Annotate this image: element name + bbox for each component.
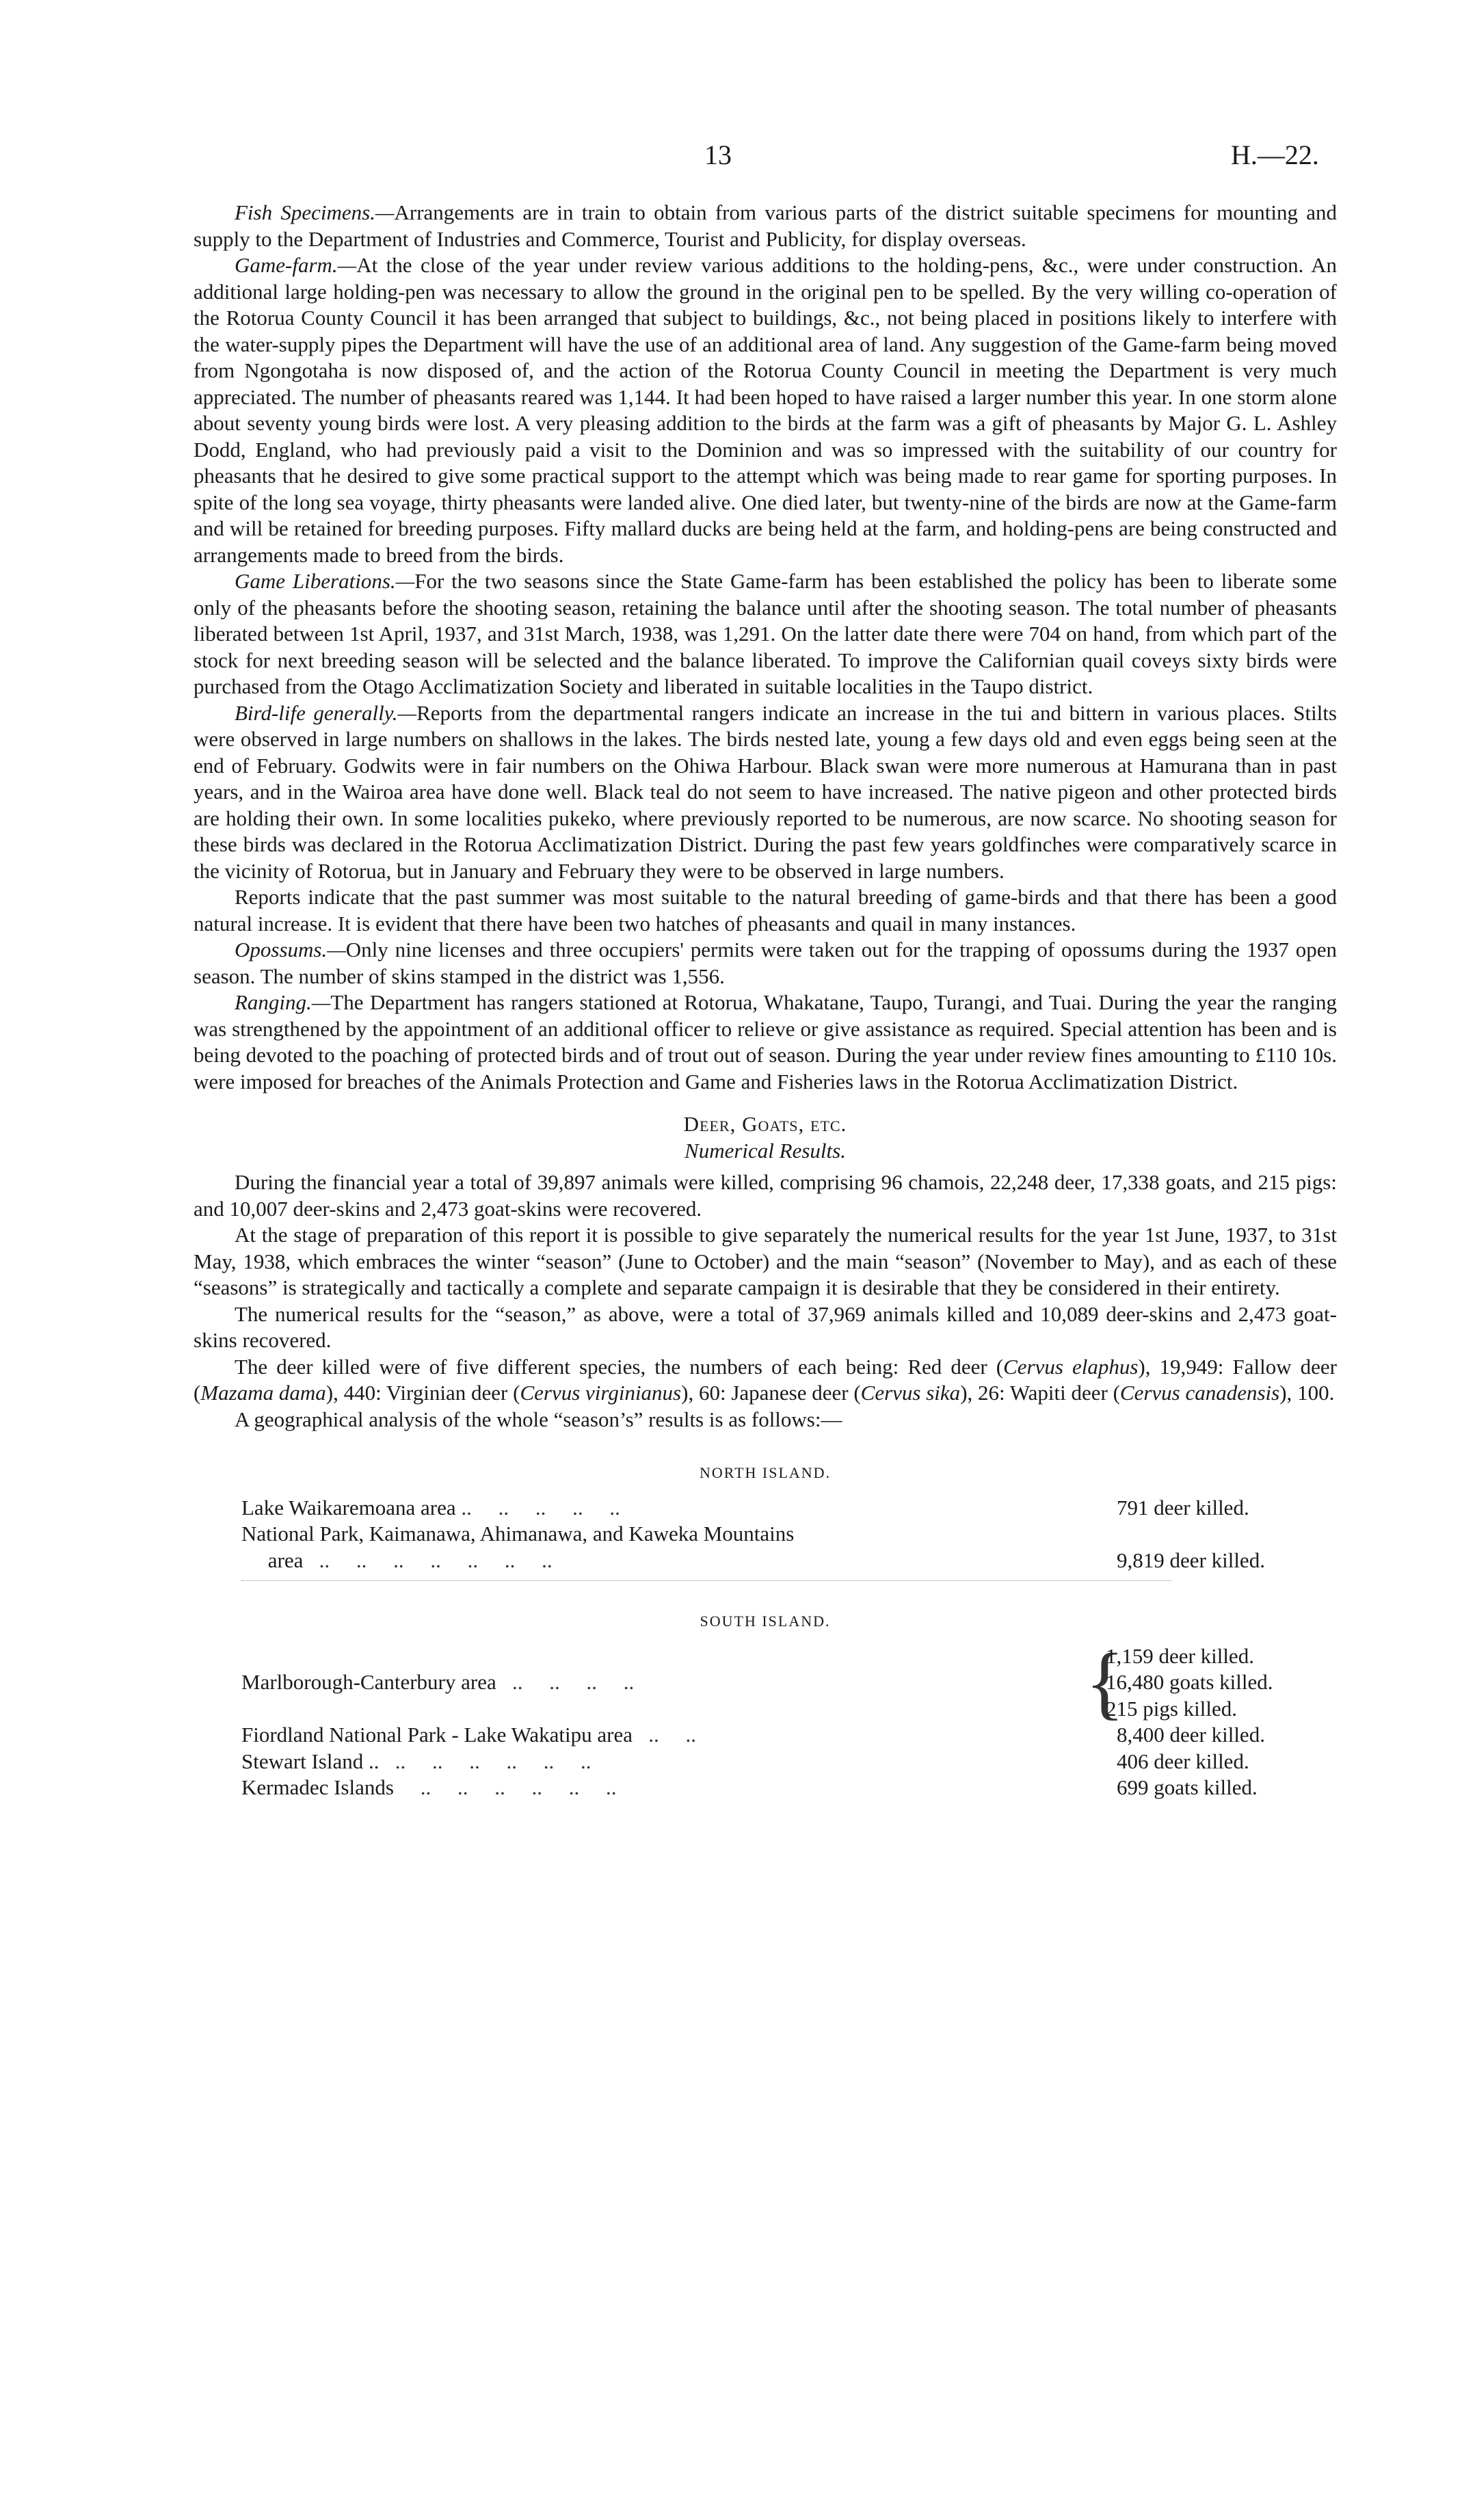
table-row: Kermadec Islands .. .. .. .. .. .. 699 goats killed. xyxy=(194,1775,1337,1801)
paragraph-analysis-intro: A geographical analysis of the whole “season’s” results is as follows:— xyxy=(235,1407,842,1431)
table-row: area .. .. .. .. .. .. .. 9,819 deer killed. xyxy=(194,1548,1337,1574)
section-subtitle: Numerical Results. xyxy=(685,1138,846,1163)
location: Lake Waikaremoana area xyxy=(241,1495,456,1520)
table-row: Lake Waikaremoana area .. .. .. .. .. 791 deer killed. xyxy=(194,1495,1337,1522)
result: 215 pigs killed. xyxy=(1106,1696,1238,1721)
brace-symbol: { xyxy=(1085,1636,1125,1728)
result: 791 deer killed. xyxy=(1117,1495,1249,1520)
result: 1,159 deer killed. xyxy=(1106,1643,1254,1668)
paragraph-text: Reports from the departmental rangers indicate an increase in the tui and bittern in various places. Stilts were observed in large numbers on shallows in the lakes. The birds nested late, young a few days old and even eggs being seen at the end of February. Godwits were in fair numbers on the Ohiwa Harbour. Black swan were more numerous at Hamurana than in past years, and in the Wairoa area have done well. Black teal do not seem to have increased. The native pigeon and other protected birds are holding their own. In some localities pukeko, where previously reported to be numerous, are now scarce. No shooting season for these birds was declared in the Rotorua Acclimatization District. During the past few years goldfinches were comparatively scarce in the vicinity of Rotorua, but in January and February they were to be observed in large numbers. xyxy=(194,700,1338,883)
species-item: Wapiti deer (Cervus canadensis), 100. xyxy=(1009,1381,1335,1405)
paragraph-deer-species xyxy=(194,1354,1337,1407)
table-row: Marlborough-Canterbury area .. .. .. .. { 1,159 deer killed. 16,480 goats killed. 215 pigs killed. xyxy=(241,1636,1273,1728)
location-continued: area xyxy=(267,1548,304,1572)
document-code: H.—22. xyxy=(1231,140,1319,170)
heading: Game-farm.— xyxy=(235,253,357,277)
paragraph-bird-life xyxy=(194,700,1337,885)
paragraph-text: Only nine licenses and three occupiers' permits were taken out for the trapping of opossums during the 1937 open season. The number of skins stamped in the district was 1,556. xyxy=(194,938,1337,988)
result: 699 goats killed. xyxy=(1117,1775,1258,1799)
location: Stewart Island .. xyxy=(241,1749,380,1773)
result: 9,819 deer killed. xyxy=(1117,1548,1265,1572)
section-title: Deer, Goats, etc. xyxy=(683,1112,847,1136)
location: Fiordland National Park - Lake Wakatipu area xyxy=(241,1723,633,1747)
heading: Game Liberations.— xyxy=(235,569,415,593)
paragraph-game-farm xyxy=(194,252,1337,568)
result: 8,400 deer killed. xyxy=(1117,1723,1265,1747)
location: Marlborough-Canterbury area xyxy=(241,1670,496,1694)
heading: Bird-life generally.— xyxy=(235,700,417,725)
species-item: Japanese deer (Cervus sika), 26: xyxy=(731,1381,1005,1405)
paragraph-game-liberations xyxy=(194,568,1337,700)
paragraph-financial-year: During the financial year a total of 39,897 animals were killed, comprising 96 chamois, 22,248 deer, 17,338 goats, and 215 pigs: and 10,007 deer-skins and 2,473 goat-skins were recovered. xyxy=(194,1170,1337,1221)
north-island-table xyxy=(194,1495,1337,1574)
paragraph-breeding-reports xyxy=(194,884,1337,937)
divider xyxy=(241,1580,1171,1581)
location: Kermadec Islands xyxy=(241,1775,394,1799)
table-row: Fiordland National Park - Lake Wakatipu area .. .. 8,400 deer killed. xyxy=(194,1722,1337,1749)
north-island-title: NORTH ISLAND. xyxy=(699,1464,832,1481)
species-item: Red deer (Cervus elaphus), 19,949: xyxy=(907,1354,1224,1379)
result: 16,480 goats killed. xyxy=(1106,1670,1273,1694)
paragraph-opossums xyxy=(194,937,1337,990)
heading: Ranging.— xyxy=(235,990,331,1014)
paragraph-ranging xyxy=(194,990,1337,1095)
paragraph-text: Arrangements are in train to obtain from various parts of the district suitable specimens for mounting and supply to the Department of Industries and Commerce, Tourist and Publicity, for display overseas. xyxy=(194,200,1337,251)
paragraph-text: Reports indicate that the past summer was most suitable to the natural breeding of game-birds and that there has been a good natural increase. It is evident that there have been two hatches of pheasants and quail in many instances. xyxy=(194,885,1337,936)
table-row xyxy=(194,1521,1337,1548)
paragraph-season-preparation: At the stage of preparation of this report it is possible to give separately the numerical results for the year 1st June, 1937, to 31st May, 1938, which embraces the winter “season” (June to October) and the main “season” (November to May), and as each of these “seasons” is strategically and tactically a complete and separate campaign it is desirable that they be considered in their entirety. xyxy=(194,1223,1337,1299)
species-item: Fallow deer (Mazama dama), 440: xyxy=(194,1354,1337,1405)
body-text xyxy=(194,200,1337,1801)
south-island-table xyxy=(194,1636,1337,1801)
page-number: 13 xyxy=(704,140,732,170)
result: 406 deer killed. xyxy=(1117,1749,1249,1773)
location: National Park, Kaimanawa, Ahimanawa, and Kaweka Mountains xyxy=(241,1522,795,1546)
species-item: Virginian deer (Cervus virginianus), 60: xyxy=(386,1381,726,1405)
heading: Fish Specimens.— xyxy=(235,200,395,224)
paragraph-season-results: The numerical results for the “season,” as above, were a total of 37,969 animals killed and 10,089 deer-skins and 2,473 goat-skins recovered. xyxy=(194,1301,1337,1352)
paragraph-text: For the two seasons since the State Game-farm has been established the policy has been to liberate some only of the pheasants before the shooting season, retaining the balance until after the shooting season. The total number of pheasants liberated between 1st April, 1937, and 31st March, 1938, was 1,291. On the latter date there were 704 on hand, from which part of the stock for next breeding season will be selected and the balance liberated. To improve the Californian quail coveys sixty birds were purchased from the Otago Acclimatization Society and liberated in suitable localities in the Taupo district. xyxy=(194,569,1337,698)
south-island-title: SOUTH ISLAND. xyxy=(700,1613,831,1630)
paragraph-text: At the close of the year under review various additions to the holding-pens, &c., were under construction. An additional large holding-pen was necessary to allow the ground in the original pen to be spelled. By the very willing co-operation of the Rotorua County Council it has been arranged that subject to buildings, &c., not being placed in positions likely to interfere with the water-supply pipes the Department will have the use of an additional area of land. Any suggestion of the Game-farm being moved from Ngongotaha is now disposed of, and the action of the Rotorua County Council in meeting the Department is very much appreciated. The number of pheasants reared was 1,144. It had been hoped to have raised a larger number this year. In one storm alone about seventy young birds were lost. A very pleasing addition to the birds at the farm was a gift of pheasants by Major G. L. Ashley Dodd, England, who had previously paid a visit to the Dominion and was so impressed with the suitability of our country for pheasants that he desired to give some practical support to the attempt which was being made to rear game for sporting purposes. In spite of the long sea voyage, thirty pheasants were landed alive. One died later, but twenty-nine of the birds are now at the Game-farm and will be retained for breeding purposes. Fifty mallard ducks are being held at the farm, and holding-pens are being constructed and arrangements made to breed from the birds. xyxy=(194,253,1337,567)
table-row: Stewart Island .. .. .. .. .. .. .. 406 deer killed. xyxy=(194,1749,1337,1775)
deer-species-intro: The deer killed were of five different species, the numbers of each being: xyxy=(235,1354,899,1379)
heading: Opossums.— xyxy=(235,938,346,961)
paragraph-text: The Department has rangers stationed at Rotorua, Whakatane, Taupo, Turangi, and Tuai. During the year the ranging was strengthened by the appointment of an additional officer to relieve or give assistance as required. Special attention has been and is being devoted to the poaching of protected birds and of trout out of season. During the year under review fines amounting to £110 10s. were imposed for breaches of the Animals Protection and Game and Fisheries laws in the Rotorua Acclimatization District. xyxy=(194,990,1337,1093)
paragraph-fish-specimens xyxy=(194,200,1337,252)
